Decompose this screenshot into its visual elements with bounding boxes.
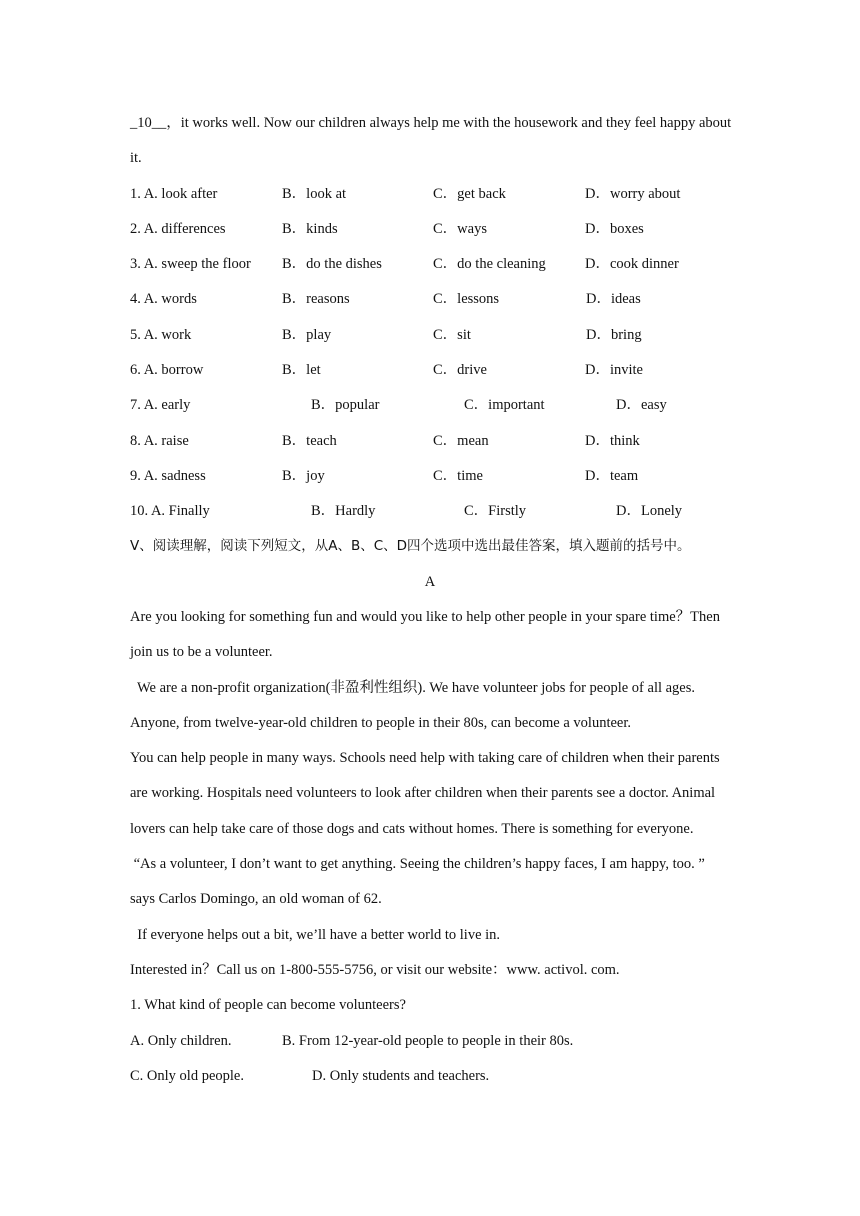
passage-line: We are a non-profit organization(非盈利性组织). We have volunteer jobs for people of all ages.	[130, 680, 696, 696]
option-b: B．let	[282, 362, 321, 378]
option-b: B．reasons	[282, 291, 350, 307]
option-d: D．bring	[586, 327, 642, 343]
passage-line: says Carlos Domingo, an old woman of 62.	[130, 891, 382, 907]
option-c: C．drive	[433, 362, 487, 378]
passage-line: You can help people in many ways. Schools need help with taking care of children when their parents	[130, 750, 720, 766]
passage-line: Are you looking for something fun and would you like to help other people in your spare time？Then	[130, 609, 720, 625]
passage-line: Anyone, from twelve-year-old children to people in their 80s, can become a volunteer.	[130, 715, 631, 731]
option-a: 6. A. borrow	[130, 362, 204, 378]
option-a: 8. A. raise	[130, 433, 189, 449]
option-d: D．boxes	[585, 221, 644, 237]
option-d: D．Lonely	[616, 503, 683, 519]
option-c: C．time	[433, 468, 483, 484]
option-a: 5. A. work	[130, 327, 192, 343]
intro-line-2: it.	[130, 150, 142, 166]
option-a: 7. A. early	[130, 397, 191, 413]
option-a: 9. A. sadness	[130, 468, 206, 484]
option-a: 10. A. Finally	[130, 503, 210, 519]
passage-line: join us to be a volunteer.	[130, 644, 273, 660]
option-d: D．worry about	[585, 186, 681, 202]
option-b: B．teach	[282, 433, 337, 449]
option-c: C．Firstly	[464, 503, 527, 519]
option-d: D．ideas	[586, 291, 641, 307]
passage-line: are working. Hospitals need volunteers to look after children when their parents see a doctor. Animal	[130, 785, 716, 801]
option-a: 3. A. sweep the floor	[130, 256, 251, 272]
answer-option-b: B. From 12-year-old people to people in their 80s.	[282, 1033, 574, 1049]
section-heading: Ⅴ、阅读理解，阅读下列短文，从A、B、C、D四个选项中选出最佳答案，填入题前的括号中。	[130, 538, 691, 554]
option-d: D．cook dinner	[585, 256, 679, 272]
option-c: C．sit	[433, 327, 471, 343]
option-b: B．look at	[282, 186, 347, 202]
option-d: D．easy	[616, 397, 667, 413]
intro-line-1: _10__，it works well. Now our children always help me with the housework and they feel happy about	[130, 115, 732, 131]
option-c: C．do the cleaning	[433, 256, 546, 272]
option-c: C．ways	[433, 221, 487, 237]
passage-line: Interested in？Call us on 1-800-555-5756, or visit our website：www. activol. com.	[130, 962, 620, 978]
passage-line: lovers can help take care of those dogs and cats without homes. There is something for everyone.	[130, 821, 694, 837]
option-a: 1. A. look after	[130, 186, 218, 202]
answer-option-d: D. Only students and teachers.	[312, 1068, 490, 1084]
option-c: C．mean	[433, 433, 489, 449]
option-d: D．team	[585, 468, 639, 484]
option-b: B．joy	[282, 468, 325, 484]
passage-line: “As a volunteer, I don’t want to get anything. Seeing the children’s happy faces, I am happy, too. ”	[130, 856, 705, 872]
option-c: C．important	[464, 397, 545, 413]
option-d: D．think	[585, 433, 640, 449]
option-c: C．get back	[433, 186, 506, 202]
option-b: B．popular	[311, 397, 380, 413]
option-c: C．lessons	[433, 291, 500, 307]
option-a: 4. A. words	[130, 291, 197, 307]
passage-line: If everyone helps out a bit, we’ll have a better world to live in.	[130, 927, 501, 943]
answer-option-a: A. Only children.	[130, 1033, 232, 1049]
option-a: 2. A. differences	[130, 221, 226, 237]
option-b: B．play	[282, 327, 332, 343]
option-b: B．do the dishes	[282, 256, 382, 272]
answer-option-c: C. Only old people.	[130, 1068, 244, 1084]
option-b: B．Hardly	[311, 503, 376, 519]
question-stem: 1. What kind of people can become volunteers?	[130, 997, 406, 1013]
option-d: D．invite	[585, 362, 643, 378]
passage-label: A	[424, 574, 436, 590]
option-b: B．kinds	[282, 221, 338, 237]
